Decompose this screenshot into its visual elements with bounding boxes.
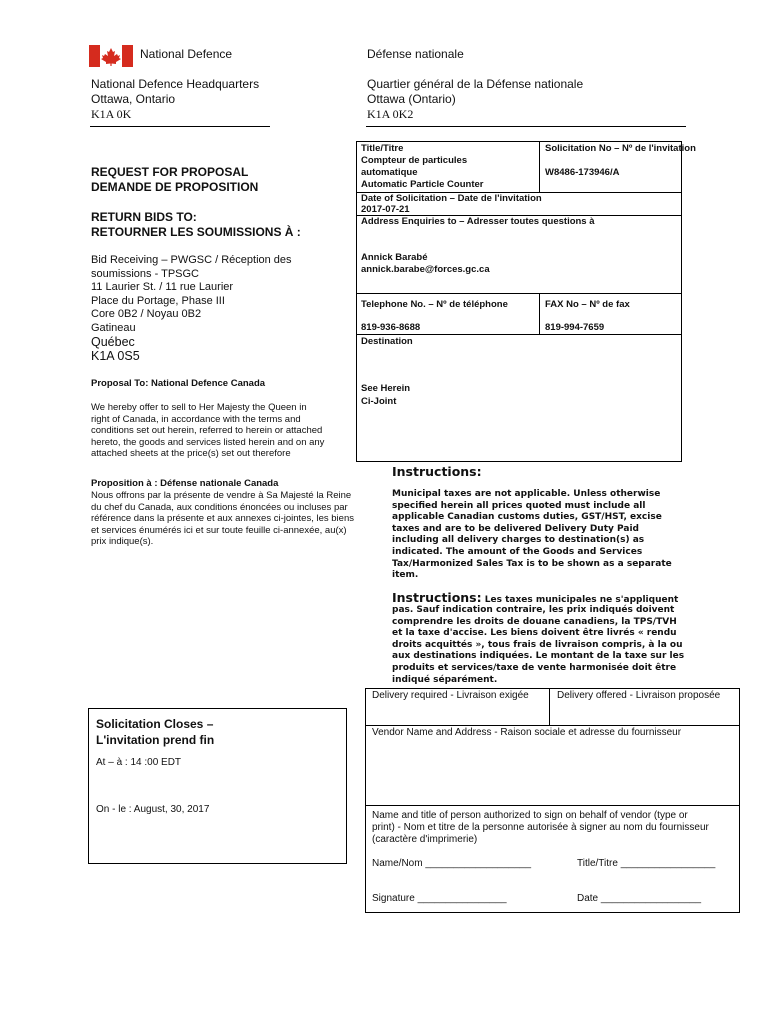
- canada-flag-icon: [89, 45, 133, 67]
- solicitation-no-label: Solicitation No – Nº de l'invitation: [545, 143, 696, 154]
- address-line: K1A 0S5: [91, 349, 140, 363]
- address-line: Gatineau: [91, 321, 136, 334]
- rfp-title-en: REQUEST FOR PROPOSAL: [91, 165, 249, 179]
- instructions-line: droits acquittés », tous frais de livraison compris, à la ou: [392, 639, 683, 650]
- return-address: [91, 254, 292, 363]
- hq-postal-en: K1A 0K: [91, 107, 132, 121]
- return-bids-en: RETURN BIDS TO:: [91, 210, 197, 224]
- authorized-person-label: [372, 810, 709, 846]
- authorized-line: print) - Nom et titre de la personne autorisée à signer au nom du fournisseur: [372, 822, 709, 833]
- instructions-line: indicated. The amount of the Goods and Services: [392, 546, 643, 557]
- closes-title-fr: L'invitation prend fin: [96, 733, 215, 747]
- offer-line: prix indique(s).: [91, 536, 154, 547]
- fax-value: 819-994-7659: [545, 322, 605, 333]
- return-bids-fr: RETOURNER LES SOUMISSIONS À :: [91, 225, 301, 239]
- instructions-body-en: [392, 489, 672, 582]
- address-line: Place du Portage, Phase III: [91, 294, 225, 307]
- name-field[interactable]: Name/Nom ___________________: [372, 858, 532, 869]
- instructions-line: including all delivery charges to destination(s) as: [392, 535, 645, 546]
- telephone-label: Telephone No. – Nº de téléphone: [361, 299, 508, 310]
- offer-line: et services énumérés ici et sur toute feuille ci-annexée, au(x): [91, 524, 347, 536]
- address-line: Bid Receiving – PWGSC / Réception des: [91, 254, 292, 266]
- title-field[interactable]: Title/Titre _________________: [577, 858, 716, 869]
- address-line: 11 Laurier St. / 11 rue Laurier: [91, 281, 234, 293]
- instructions-line: item.: [392, 570, 419, 581]
- address-line: soumissions - TPSGC: [91, 267, 199, 280]
- hq-city-en: Ottawa, Ontario: [91, 92, 176, 106]
- hq-postal-fr: K1A 0K2: [367, 107, 414, 121]
- hq-city-fr: Ottawa (Ontario): [367, 92, 456, 106]
- proposal-to-en: Proposal To: National Defence Canada: [91, 378, 266, 389]
- instructions-line: comprendre les droits de douane canadiens, la TPS/TVH: [392, 616, 677, 627]
- signature-field[interactable]: Signature ________________: [372, 893, 507, 904]
- solicitation-no-value: W8486-173946/A: [545, 167, 620, 178]
- instructions-line: produits et services/taxe de vente harmonisée doit être: [392, 662, 677, 673]
- offer-line: conditions set out herein, referred to herein or attached: [91, 425, 323, 436]
- header-rule-left: [90, 126, 270, 127]
- address-line: Core 0B2 / Noyau 0B2: [91, 308, 202, 320]
- offer-line: right of Canada, in accordance with the terms and: [91, 413, 301, 425]
- destination-label: Destination: [361, 336, 413, 347]
- rfp-title-fr: DEMANDE DE PROPOSITION: [91, 180, 259, 194]
- title-value: Automatic Particle Counter: [361, 179, 484, 190]
- header-rule-right: [366, 126, 686, 127]
- instructions-line: specified herein all prices quoted must include all: [392, 500, 646, 511]
- instructions-line: aux destinations indiquées. Le montant de la taxe sur les: [392, 651, 685, 662]
- contact-email: annick.barabe@forces.gc.ca: [361, 264, 490, 275]
- fax-label: FAX No – Nº de fax: [545, 299, 630, 310]
- instructions-heading-fr: Instructions:: [392, 590, 482, 605]
- authorized-line: Name and title of person authorized to sign on behalf of vendor (type or: [372, 810, 688, 821]
- date-field[interactable]: Date __________________: [577, 893, 702, 904]
- instructions-line: Municipal taxes are not applicable. Unless otherwise: [392, 489, 661, 499]
- instructions-line: Les taxes municipales ne s'appliquent: [481, 595, 679, 605]
- closing-time: At – à : 14 :00 EDT: [96, 757, 182, 768]
- offer-line: Nous offrons par la présente de vendre à Sa Majesté la Reine: [91, 490, 352, 501]
- instructions-line: indiqué séparément.: [392, 674, 498, 685]
- hq-name-fr: Quartier général de la Défense nationale: [367, 77, 584, 91]
- address-line: Québec: [91, 335, 135, 349]
- closing-date: On - le : August, 30, 2017: [96, 804, 210, 815]
- title-value: automatique: [361, 167, 418, 178]
- closes-title-en: Solicitation Closes –: [96, 717, 214, 731]
- instructions-heading-en: Instructions:: [392, 464, 482, 479]
- offer-line: We hereby offer to sell to Her Majesty the Queen in: [91, 402, 307, 413]
- solicitation-date-label: Date of Solicitation – Date de l'invitation: [361, 193, 542, 204]
- vendor-name-address-label: Vendor Name and Address - Raison sociale et adresse du fournisseur: [372, 727, 682, 738]
- title-value: Compteur de particules: [361, 155, 468, 166]
- offer-line: du chef du Canada, aux conditions énoncées ou incluses par: [91, 501, 348, 513]
- authorized-line: (caractère d'imprimerie): [372, 834, 478, 845]
- instructions-body-fr: [392, 605, 684, 686]
- dept-name-fr: Défense nationale: [367, 47, 464, 61]
- instructions-line: pas. Sauf indication contraire, les prix indiqués doivent: [392, 605, 675, 615]
- delivery-required-label: Delivery required - Livraison exigée: [372, 690, 529, 701]
- dept-name-en: National Defence: [140, 47, 233, 61]
- instructions-line: Tax/Harmonized Sales Tax is to be shown as a separate: [392, 558, 672, 569]
- enquiries-label: Address Enquiries to – Adresser toutes questions à: [361, 216, 595, 227]
- destination-value: See Herein: [361, 383, 411, 394]
- title-label: Title/Titre: [361, 143, 404, 154]
- instructions-line: et la taxe d'accise. Les biens doivent être livrés « rendu: [392, 628, 677, 639]
- proposal-to-fr: Proposition à : Défense nationale Canada: [91, 478, 279, 489]
- instructions-line: taxes and are to be delivered Delivery Duty Paid: [392, 523, 639, 534]
- offer-line: hereto, the goods and services listed herein and on any: [91, 436, 325, 448]
- destination-value: Ci-Joint: [361, 396, 397, 407]
- offer-line: attached sheets at the price(s) set out therefore: [91, 448, 291, 459]
- telephone-value: 819-936-8688: [361, 322, 421, 333]
- hq-name-en: National Defence Headquarters: [91, 77, 260, 91]
- offer-text-fr: [91, 490, 354, 548]
- offer-text-en: [91, 402, 324, 460]
- contact-name: Annick Barabé: [361, 252, 428, 263]
- delivery-offered-label: Delivery offered - Livraison proposée: [557, 690, 721, 701]
- instructions-line: applicable Canadian customs duties, GST/HST, excise: [392, 512, 662, 523]
- solicitation-date-value: 2017-07-21: [361, 204, 410, 215]
- offer-line: référence dans la présente et aux annexes ci-jointes, les biens: [91, 513, 354, 524]
